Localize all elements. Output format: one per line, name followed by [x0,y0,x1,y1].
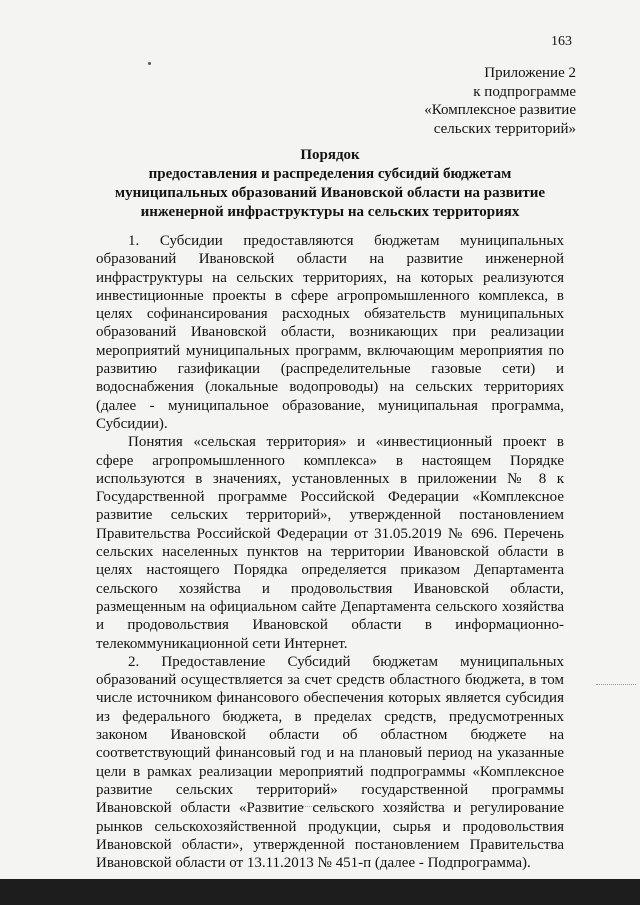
annex-line: Приложение 2 [484,65,576,81]
title-line: предоставления и распределения субсидий бюджетам [148,166,512,182]
annex-reference [424,64,576,138]
annex-line: к подпрограмме [473,83,576,100]
document-body [96,232,564,872]
page-number: 163 [551,34,572,49]
scan-speck [148,62,151,65]
scan-margin-dots [300,806,356,807]
document-title [80,146,580,222]
scan-bottom-band [0,879,640,905]
title-line: муниципальных образований Ивановской области на развитие [114,185,546,201]
annex-line: сельских территорий» [433,120,576,137]
paragraph-definitions: Понятия «сельская территория» и «инвестиционный проект в сфере агропромышленного комплекса» в настоящем Порядке используются в значениях, установленных в приложении № 8 к Государственной программе Российской Федерации «Комплексное развитие сельских территорий», утвержденной постановлением Правительства Российской Федерации от 31.05.2019 № 696. Перечень сельских населенных пунктов на территории Ивановской области в целях настоящего Порядка определяется приказом Департамента сельского хозяйства и продовольствия Ивановской области, размещенным на официальном сайте Департамента сельского хозяйства и продовольствия Ивановской области в информационно-телекоммуникационной сети Интернет. [96,434,564,652]
paragraph-section-1: 1. Субсидии предоставляются бюджетам муниципальных образований Ивановской области на развитие инженерной инфраструктуры на сельских территориях, на которых реализуются инвестиционные проекты в сфере агропромышленного комплекса, в целях софинансирования расходных обязательств муниципальных образований Ивановской области, возникающих при реализации мероприятий муниципальных программ, включающим мероприятия по развитию газификации (распределительные газовые сети) и водоснабжения (локальные водопроводы) на сельских территориях (далее - муниципальное образование, муниципальная программа, Субсидии). [96,233,564,432]
title-line: инженерной инфраструктуры на сельских территориях [140,204,520,220]
scan-margin-dots [596,684,636,685]
annex-line: «Комплексное развитие [424,102,576,118]
paragraph-section-2: 2. Предоставление Субсидий бюджетам муниципальных образований осуществляется за счет средств областного бюджета, в том числе источником финансового обеспечения которых является субсидия из федерального бюджета, в пределах средств, предусмотренных законом Ивановской области об областном бюджете на соответствующий финансовый год и на плановый период на указанные цели в рамках реализации мероприятий подпрограммы «Комплексное развитие сельских территорий» государственной программы Ивановской области «Развитие сельского хозяйства и регулирование рынков сельскохозяйственной продукции, сырья и продовольствия Ивановской области», утвержденной постановлением Правительства Ивановской области от 13.11.2013 № 451-п (далее - Подпрограмма). [96,653,564,872]
title-heading: Порядок [300,147,360,163]
